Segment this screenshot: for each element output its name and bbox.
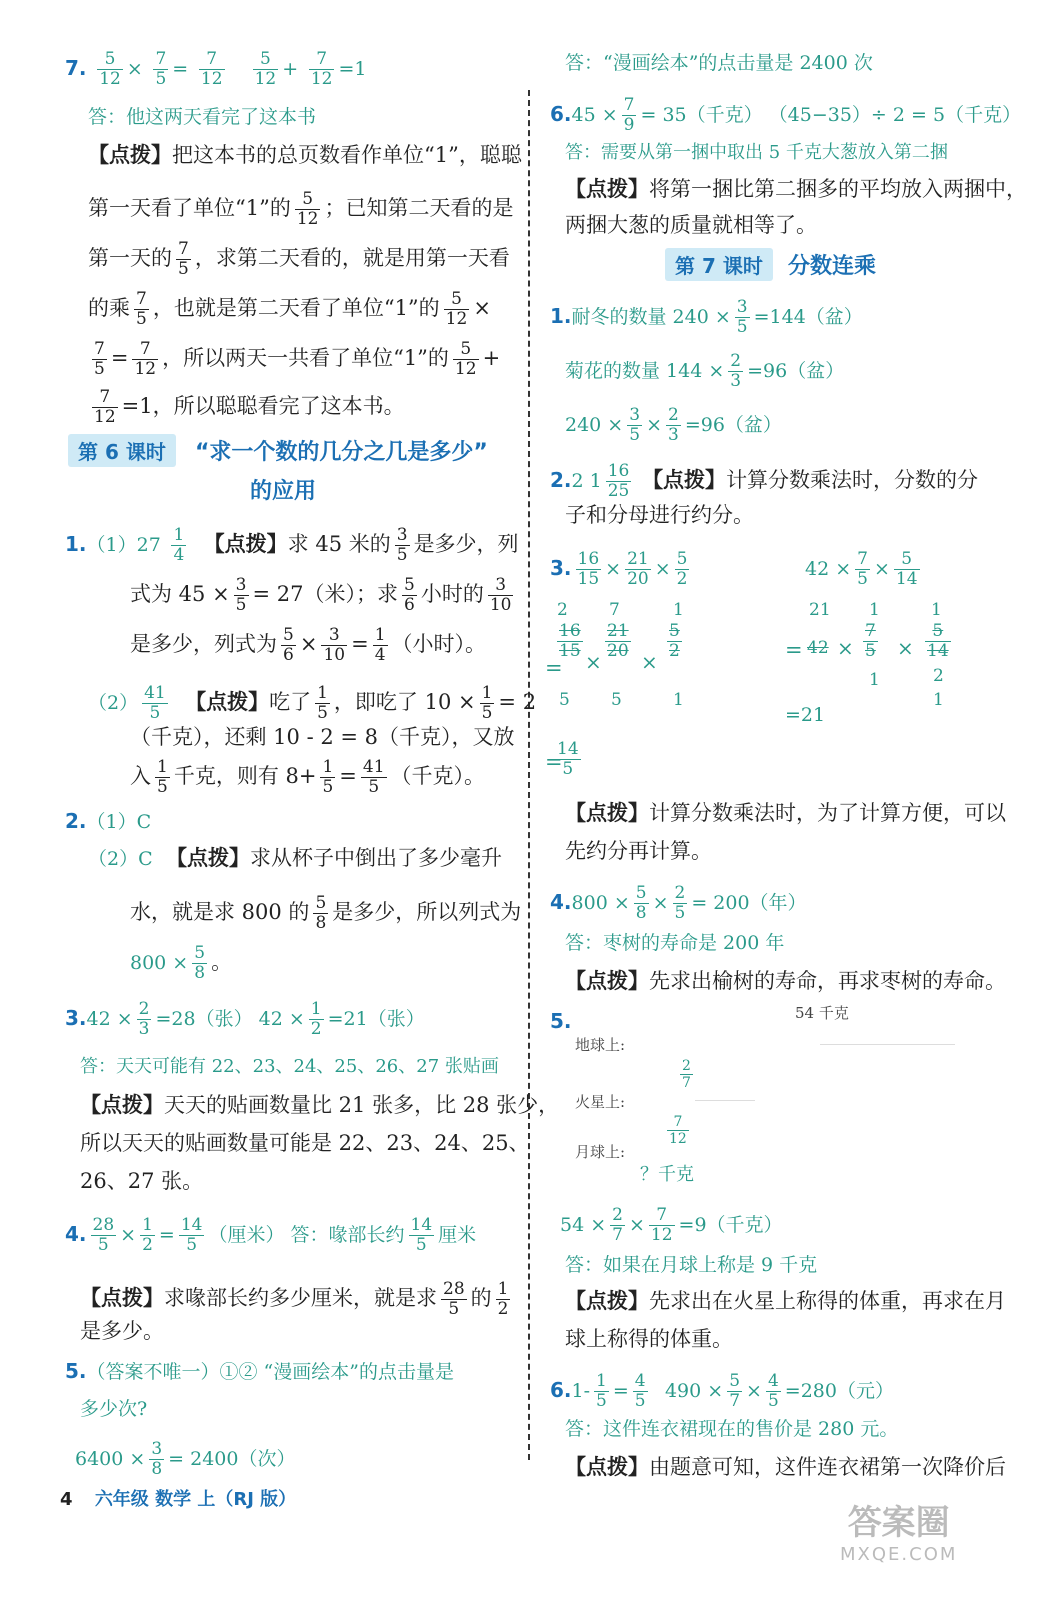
s7-q5-equation: 54 × $\frac{2}{7}$ × $\frac{7}{12}$ =9（千克） — [560, 1205, 783, 1245]
s7-q4-equation: 4.800 × $\frac{5}{8}$ × $\frac{2}{5}$ = 200（年） — [550, 883, 807, 923]
s7-q2-line2: 子和分母进行约分。 — [565, 503, 754, 527]
s6-q2-line2: （2）C 【点拨】求从杯子中倒出了多少毫升 — [88, 846, 502, 870]
s7-q6-tip1: 【点拨】由题意可知，这件连衣裙第一次降价后 — [565, 1455, 1006, 1479]
s6-q1-line1: 1.（1）27 $\frac{1}{4}$ 【点拨】求 45 米的 $\frac{3}{5}$ 是多少，列 — [65, 525, 519, 565]
q7-tip-line5: $\frac{7}{5}$ = $\frac{7}{12}$ ，所以两天一共看了单位“1”的 $\frac{5}{12}$ + — [94, 339, 501, 379]
fraction: $\frac{7}{12}$ — [310, 49, 333, 89]
s6-q3-tip2: 所以天天的贴画数量可能是 22、23、24、25、 — [80, 1131, 530, 1155]
s6-q5-line2: 多少次? — [80, 1398, 148, 1420]
s7-q1-line2: 菊花的数量 144 × $\frac{2}{3}$ =96（盆） — [565, 351, 845, 391]
s6-q1-line4: （2） $\frac{41}{5}$ 【点拨】吃了 $\frac{1}{5}$ ，即吃了 10 × $\frac{1}{5}$ = 2 — [88, 683, 537, 723]
watermark-logo: 答案圈 MXQE.COM — [840, 1503, 958, 1565]
s7-q3-tip2: 先约分再计算。 — [565, 839, 712, 863]
s6-q2-line4: 800 × $\frac{5}{8}$ 。 — [130, 943, 233, 983]
s7-q5-answer: 答：如果在月球上称是 9 千克 — [565, 1254, 818, 1276]
q7-tip-line6: $\frac{7}{12}$ =1，所以聪聪看完了这本书。 — [94, 387, 405, 427]
s6-q2-line1: 2.（1）C — [65, 809, 152, 833]
s7-q5-number: 5. — [550, 1009, 572, 1033]
s7-q6-equation: 6.1- $\frac{1}{5}$ = $\frac{4}{5}$ 490 × $\frac{5}{7}$ × $\frac{4}{5}$ =280（元） — [550, 1371, 894, 1411]
s6-q4-equation: 4. $\frac{28}{5}$ × $\frac{1}{2}$ = $\frac{14}{5}$ （厘米） 答：喙部长约 $\frac{14}{5}$ 厘米 — [65, 1215, 477, 1255]
s7-q4-tip: 【点拨】先求出榆树的寿命，再求枣树的寿命。 — [565, 969, 1006, 993]
fraction: $\frac{5}{12}$ — [99, 49, 121, 89]
page-footer — [60, 1485, 296, 1511]
s7-q3-reduction-work-2: 21 = 42 × 1 $\frac{7}{5}$ 1 × 1 $\frac{5}{14}$ 2 1 — [785, 600, 949, 710]
s6-q3-tip1: 【点拨】天天的贴画数量比 21 张多，比 28 张少， — [80, 1093, 560, 1117]
r6-tip1: 【点拨】将第一捆比第二捆多的平均放入两捆中， — [565, 177, 1027, 201]
r6-tip2: 两捆大葱的质量就相等了。 — [565, 213, 817, 237]
q7-tip-line4: 的乘 $\frac{7}{5}$ ，也就是第二天看了单位“1”的 $\frac{5}{12}$ × — [88, 289, 491, 329]
s6-q1-line6: 入 $\frac{1}{5}$ 千克，则有 8+ $\frac{1}{5}$ = $\frac{41}{5}$ （千克）。 — [130, 757, 486, 797]
s7-q6-answer: 答：这件连衣裙现在的售价是 280 元。 — [565, 1418, 899, 1440]
fraction: $\frac{5}{12}$ — [254, 49, 277, 89]
q7-tip-line3: 第一天的 $\frac{7}{5}$ ，求第二天看的，就是用第一天看 — [88, 239, 510, 279]
s6-q1-line3: 是多少，列式为 $\frac{5}{6}$ × $\frac{3}{10}$ = $\frac{1}{4}$ （小时）。 — [130, 625, 487, 665]
s6-q1-line5: （千克），还剩 10 - 2 = 8（千克），又放 — [130, 725, 515, 749]
s6-q5-line3: 6400 × $\frac{3}{8}$ = 2400（次） — [75, 1439, 296, 1479]
q7-answer: 答：他这两天看完了这本书 — [88, 106, 317, 128]
s7-q3-expr2: 42 × $\frac{7}{5}$ × $\frac{5}{14}$ — [805, 549, 918, 589]
section-title: 分数连乘 — [787, 254, 876, 279]
section-title-cont: 的应用 — [250, 479, 317, 504]
lesson-badge: 第 6 课时 — [68, 434, 176, 467]
fraction: $\frac{7}{12}$ — [200, 49, 223, 89]
page-number: 4 — [60, 1489, 73, 1510]
q7-equation: 7. $\frac{5}{12}$ × $\frac{7}{5}$ = $\frac{7}{12}$ $\frac{5}{12}$ + $\frac{7}{12}$ =1 — [65, 49, 367, 89]
r6-answer: 答：需要从第一捆中取出 5 千克大葱放入第二捆 — [565, 142, 948, 163]
r6-equation: 6.45 × $\frac{7}{9}$ = 35（千克） （45−35）÷ 2 = 5（千克） — [550, 95, 1022, 135]
section-title: “求一个数的几分之几是多少” — [194, 440, 488, 465]
column-divider — [528, 90, 530, 1460]
q7-tip-line2: 第一天看了单位“1”的 $\frac{5}{12}$ ；已知第二天看的是 — [88, 189, 514, 229]
s7-q5-tip2: 球上称得的体重。 — [565, 1327, 733, 1351]
s7-q4-answer: 答：枣树的寿命是 200 年 — [565, 932, 785, 954]
s7-q3-reduction-work-1: 2 = $\frac{16}{15}$ 5 × 7 $\frac{21}{20}$ 5 × 1 $\frac{5}{2}$ 1 = $\frac{14}{5}$ — [545, 600, 684, 779]
s7-q5-tip1: 【点拨】先求出在火星上称得的体重，再求在月 — [565, 1289, 1006, 1313]
q7-tip-line1: 【点拨】把这本书的总页数看作单位“1”，聪聪 — [88, 143, 522, 167]
s6-q5-line1: 5.（答案不唯一）①② “漫画绘本”的点击量是 — [65, 1359, 454, 1383]
s7-q3-result-2: =21 — [785, 704, 826, 726]
s6-q2-line3: 水，就是求 800 的 $\frac{5}{8}$ 是多少，所以列式为 — [130, 893, 522, 933]
fraction: $\frac{7}{5}$ — [155, 49, 167, 89]
s6-q3-equation: 3.42 × $\frac{2}{3}$ =28（张） 42 × $\frac{1}{2}$ =21（张） — [65, 999, 425, 1039]
section-6-header — [68, 434, 488, 467]
s7-q1-line1: 1.耐冬的数量 240 × $\frac{3}{5}$ =144（盆） — [550, 297, 863, 337]
s6-q1-line2: 式为 45 × $\frac{3}{5}$ = 27（米）；求 $\frac{5}{6}$ 小时的 $\frac{3}{10}$ — [130, 575, 512, 615]
section-7-header — [665, 248, 876, 281]
s6-q3-tip3: 26、27 张。 — [80, 1169, 204, 1193]
s7-q5-line-diagram: 54 千克 地球上: 火星上: $\frac{2}{7}$ 月球上: $\frac{7}{12}$ ？千克 — [575, 996, 975, 1196]
r-answer-2400: 答：“漫画绘本”的点击量是 2400 次 — [565, 52, 873, 74]
s6-q4-tip2: 是多少。 — [80, 1319, 164, 1343]
s6-q4-tip1: 【点拨】求喙部长约多少厘米，就是求 $\frac{28}{5}$ 的 $\frac{1}{2}$ — [80, 1279, 509, 1319]
book-title: 六年级 数学 上（RJ 版） — [94, 1489, 297, 1510]
s6-q3-answer: 答：天天可能有 22、23、24、25、26、27 张贴画 — [80, 1056, 499, 1077]
s7-q2-line1: 2.2 1 $\frac{16}{25}$ 【点拨】计算分数乘法时，分数的分 — [550, 461, 979, 501]
lesson-badge: 第 7 课时 — [665, 248, 773, 281]
s7-q3-expr1: 3. $\frac{16}{15}$ × $\frac{21}{20}$ × $\frac{5}{2}$ — [550, 549, 688, 589]
s7-q3-tip1: 【点拨】计算分数乘法时，为了计算方便，可以 — [565, 801, 1006, 825]
s7-q1-line3: 240 × $\frac{3}{5}$ × $\frac{2}{3}$ =96（盆） — [565, 405, 782, 445]
